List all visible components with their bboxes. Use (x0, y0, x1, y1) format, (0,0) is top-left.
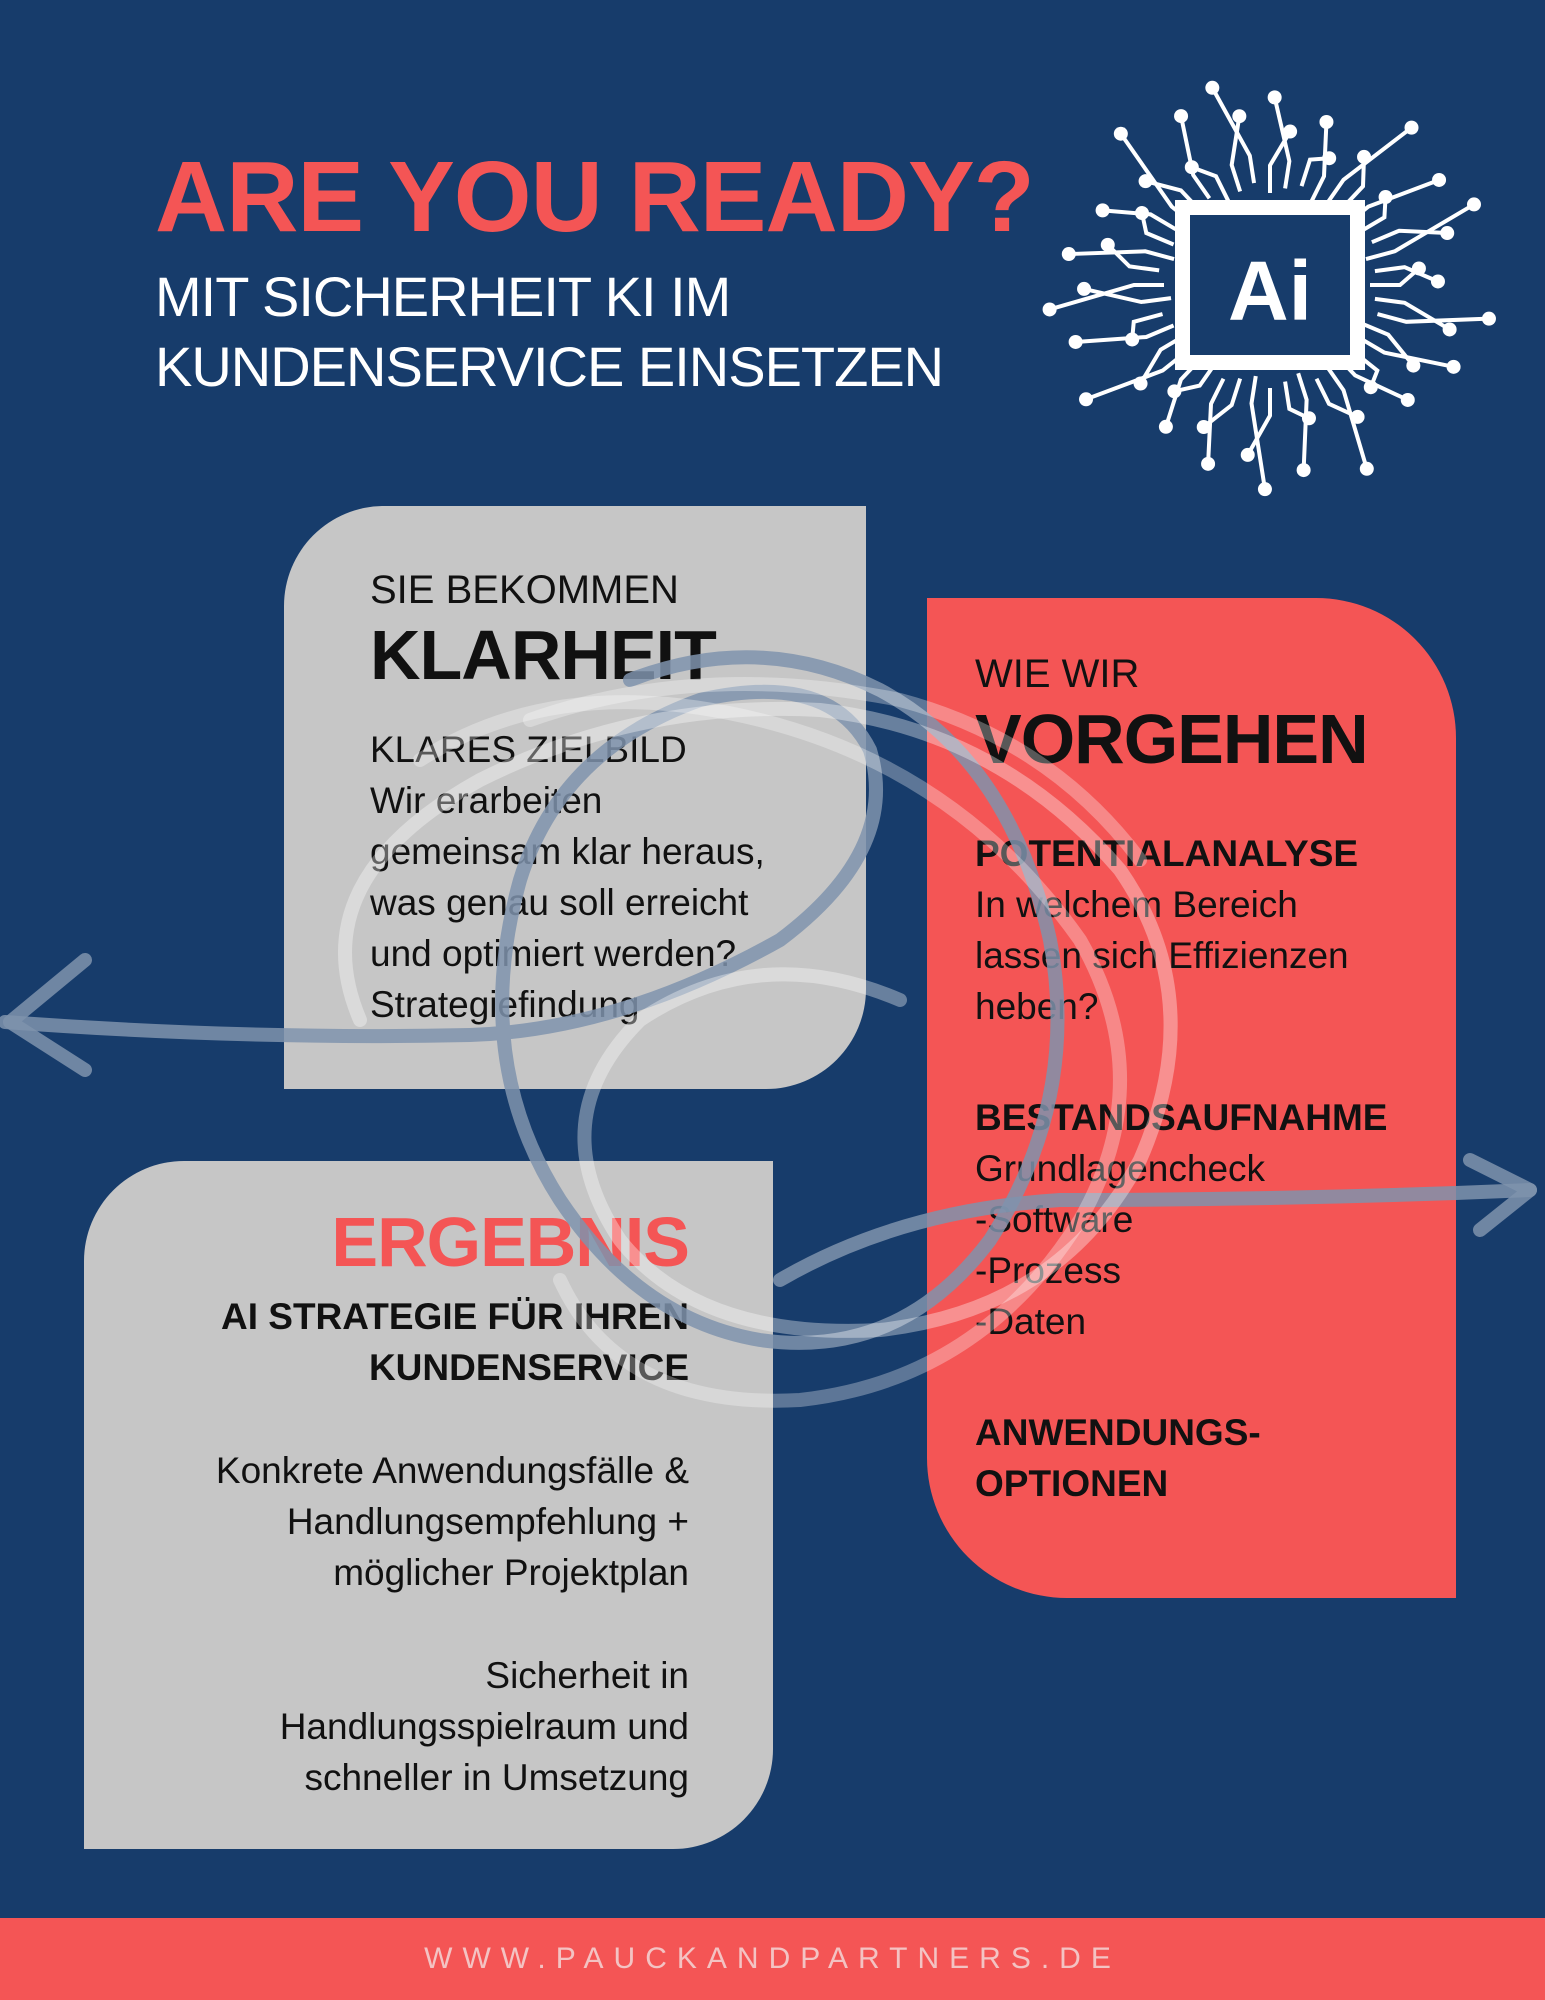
vorgehen-section-anwendungsoptionen (975, 1407, 1426, 1509)
circuit-node (1197, 420, 1211, 434)
ergebnis-line: schneller in Umsetzung (304, 1757, 689, 1798)
ergebnis-line: Handlungsempfehlung + (286, 1501, 689, 1542)
section-heading: OPTIONEN (975, 1463, 1169, 1504)
circuit-node (1077, 282, 1091, 296)
vorgehen-title: VORGEHEN (975, 700, 1368, 778)
ergebnis-paragraph (124, 1445, 689, 1598)
circuit-node (1360, 462, 1374, 476)
circuit-node (1482, 312, 1496, 326)
section-line: lassen sich Effizienzen (975, 935, 1349, 976)
circuit-trace (1050, 285, 1164, 309)
card-ergebnis (84, 1161, 773, 1849)
section-line: heben? (975, 986, 1099, 1027)
circuit-node (1440, 226, 1454, 240)
klarheit-body (370, 775, 826, 1030)
circuit-node (1447, 360, 1461, 374)
circuit-node (1405, 121, 1419, 135)
circuit-node (1043, 302, 1057, 316)
circuit-node (1379, 190, 1393, 204)
circuit-node (1412, 261, 1426, 275)
circuit-node (1101, 238, 1115, 252)
section-line: In welchem Bereich (975, 884, 1298, 925)
section-heading: POTENTIALANALYSE (975, 833, 1359, 874)
klarheit-body-line: Strategiefindung (370, 984, 640, 1025)
subline-line-2: KUNDENSERVICE EINSETZEN (155, 335, 944, 398)
ergebnis-line: Sicherheit in (485, 1655, 689, 1696)
circuit-node (1283, 125, 1297, 139)
klarheit-subtitle: KLARES ZIELBILD (370, 729, 687, 770)
subline (155, 262, 1055, 402)
klarheit-title: KLARHEIT (370, 616, 716, 694)
circuit-node (1302, 411, 1316, 425)
circuit-node (1134, 377, 1148, 391)
circuit-node (1135, 206, 1149, 220)
circuit-node (1443, 322, 1457, 336)
ergebnis-subtitle-line: KUNDENSERVICE (368, 1347, 689, 1388)
ai-chip-icon (1010, 30, 1530, 530)
circuit-trace (1375, 299, 1450, 330)
circuit-node (1431, 274, 1445, 288)
circuit-node (1205, 81, 1219, 95)
circuit-node (1241, 448, 1255, 462)
circuit-trace (1076, 326, 1174, 342)
circuit-node (1401, 393, 1415, 407)
vorgehen-section-bestandsaufnahme (975, 1092, 1426, 1347)
section-line: Grundlagencheck (975, 1148, 1266, 1189)
circuit-node (1114, 127, 1128, 141)
card-vorgehen (927, 598, 1456, 1598)
circuit-node (1139, 174, 1153, 188)
circuit-node (1069, 335, 1083, 349)
circuit-node (1319, 115, 1333, 129)
circuit-trace (1359, 338, 1453, 367)
vorgehen-kicker: WIE WIR (975, 652, 1140, 696)
subline-line-1: MIT SICHERHEIT KI IM (155, 265, 731, 328)
ergebnis-title: ERGEBNIS (331, 1203, 689, 1281)
ergebnis-subtitle (124, 1291, 689, 1393)
circuit-node (1125, 332, 1139, 346)
circuit-node (1185, 160, 1199, 174)
ergebnis-line: Handlungsspielraum und (279, 1706, 689, 1747)
circuit-trace (1327, 128, 1411, 203)
section-heading: BESTANDSAUFNAHME (975, 1097, 1388, 1138)
ergebnis-line: möglicher Projektplan (333, 1552, 689, 1593)
klarheit-body-line: Wir erarbeiten (370, 780, 603, 821)
klarheit-kicker: SIE BEKOMMEN (370, 568, 679, 612)
section-line: -Prozess (975, 1250, 1121, 1291)
klarheit-body-line: und optimiert werden? (370, 933, 737, 974)
ergebnis-paragraph (124, 1650, 689, 1803)
circuit-trace (1208, 379, 1223, 464)
ergebnis-subtitle-line: AI STRATEGIE FÜR IHREN (221, 1296, 689, 1337)
circuit-node (1351, 410, 1365, 424)
circuit-node (1201, 457, 1215, 471)
headline: ARE YOU READY? (155, 141, 1034, 253)
ergebnis-line: Konkrete Anwendungsfälle & (215, 1450, 689, 1491)
vorgehen-section-potentialanalyse (975, 828, 1426, 1032)
section-heading: ANWENDUNGS- (975, 1412, 1261, 1453)
circuit-node (1432, 173, 1446, 187)
klarheit-body-line: gemeinsam klar heraus, (370, 831, 765, 872)
circuit-node (1406, 359, 1420, 373)
circuit-node (1357, 150, 1371, 164)
circuit-node (1096, 203, 1110, 217)
circuit-node (1258, 482, 1272, 496)
circuit-node (1297, 463, 1311, 477)
footer-url-link[interactable]: WWW.PAUCKANDPARTNERS.DE (424, 1942, 1121, 1975)
footer-bar (0, 1918, 1545, 2000)
circuit-node (1364, 380, 1378, 394)
circuit-node (1174, 109, 1188, 123)
circuit-node (1467, 197, 1481, 211)
circuit-node (1062, 247, 1076, 261)
circuit-trace (1108, 245, 1159, 270)
klarheit-body-line: was genau soll erreicht (370, 882, 749, 923)
chip-label: Ai (1228, 244, 1312, 338)
card-klarheit (284, 506, 866, 1089)
circuit-node (1079, 392, 1093, 406)
section-line: -Daten (975, 1301, 1087, 1342)
circuit-trace (1181, 116, 1209, 198)
circuit-node (1159, 420, 1173, 434)
circuit-node (1232, 109, 1246, 123)
section-line: -Software (975, 1199, 1134, 1240)
circuit-node (1268, 90, 1282, 104)
circuit-node (1167, 384, 1181, 398)
circuit-node (1322, 151, 1336, 165)
